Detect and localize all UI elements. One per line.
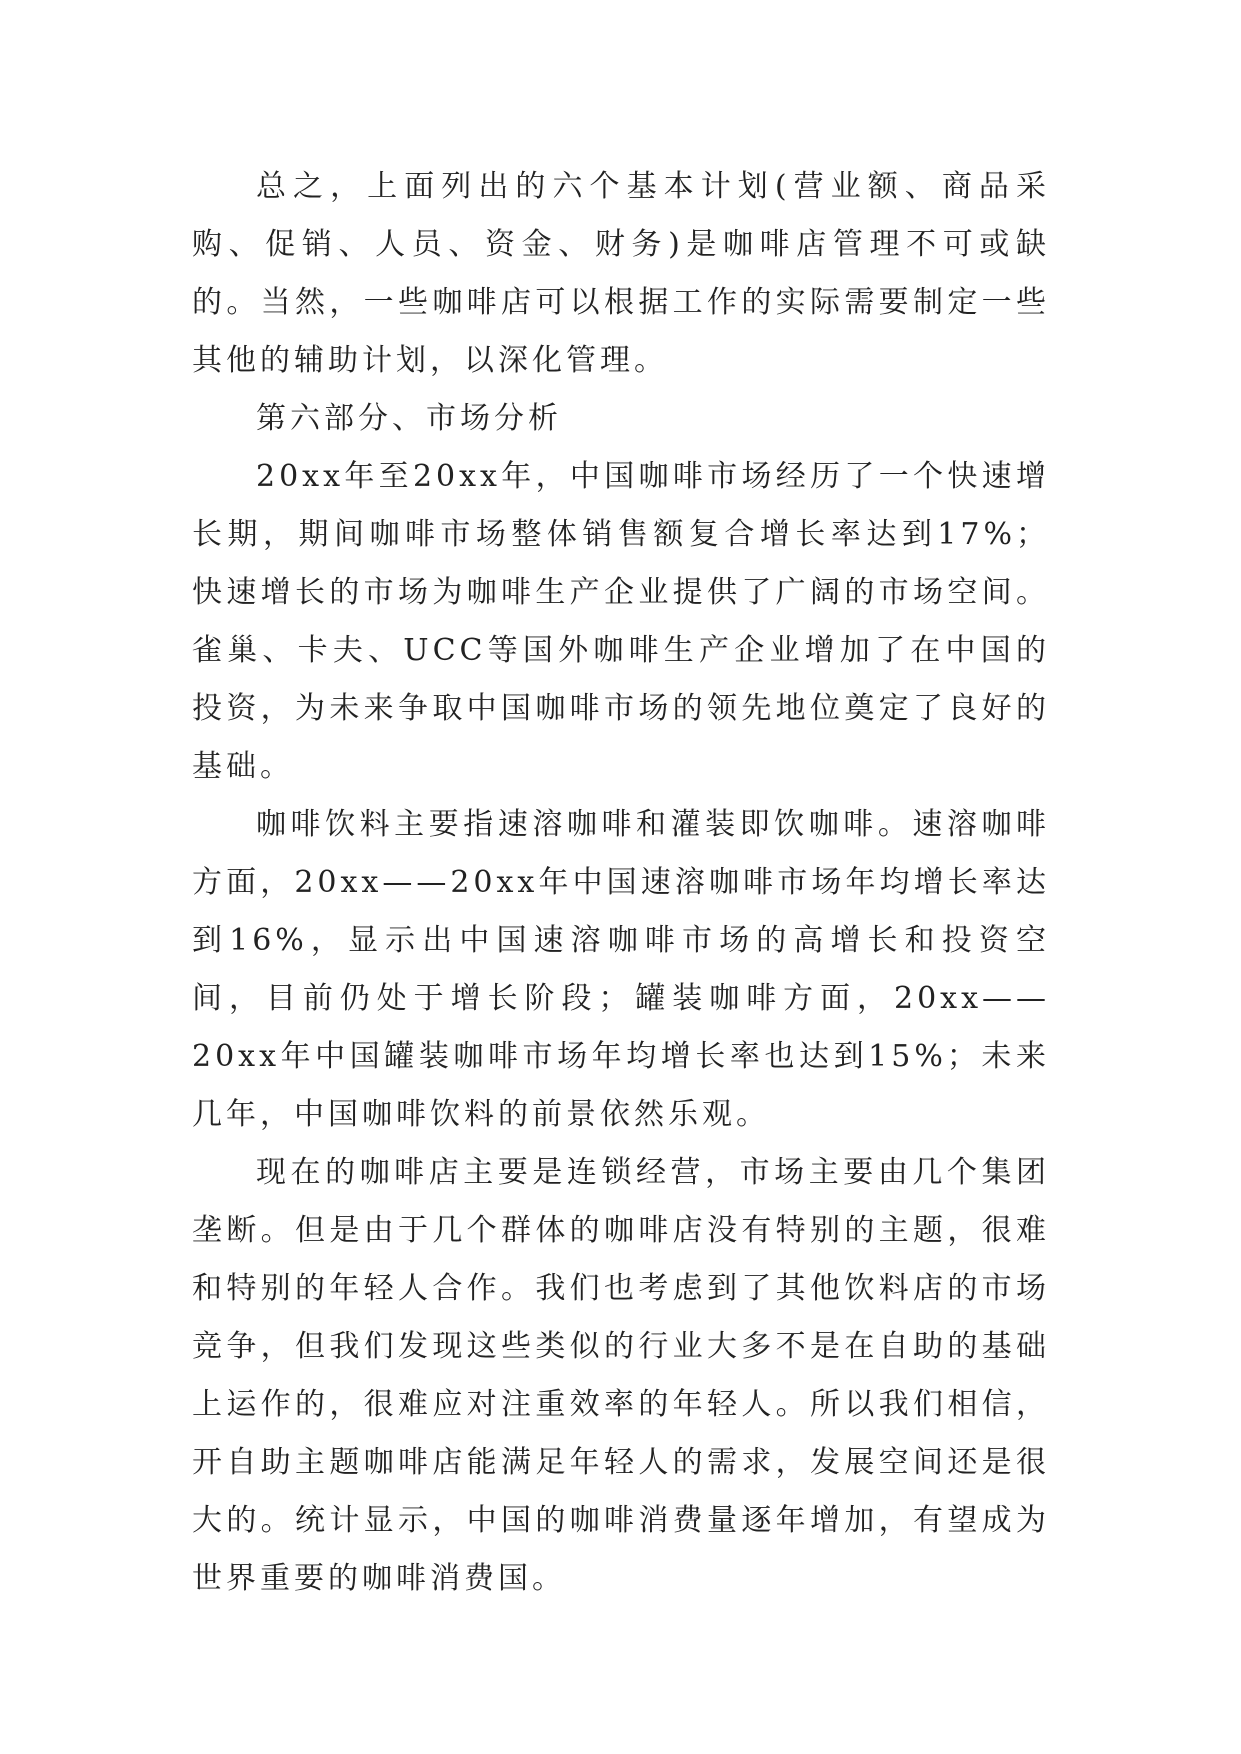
paragraph-market-growth: 20xx年至20xx年，中国咖啡市场经历了一个快速增长期，期间咖啡市场整体销售额复合增长率达到17%；快速增长的市场为咖啡生产企业提供了广阔的市场空间。雀巢、卡夫、UCC等国外咖啡生产企业增加了在中国的投资，为未来争取中国咖啡市场的领先地位奠定了良好的基础。: [192, 459, 1050, 784]
document-body: [192, 158, 1050, 1608]
section-heading-market-analysis: 第六部分、市场分析: [256, 401, 562, 436]
paragraph-competition: 现在的咖啡店主要是连锁经营，市场主要由几个集团垄断。但是由于几个群体的咖啡店没有特别的主题，很难和特别的年轻人合作。我们也考虑到了其他饮料店的市场竞争，但我们发现这些类似的行业大多不是在自助的基础上运作的，很难应对注重效率的年轻人。所以我们相信，开自助主题咖啡店能满足年轻人的需求，发展空间还是很大的。统计显示，中国的咖啡消费量逐年增加，有望成为世界重要的咖啡消费国。: [192, 1155, 1050, 1596]
paragraph-coffee-drinks: 咖啡饮料主要指速溶咖啡和灌装即饮咖啡。速溶咖啡方面，20xx——20xx年中国速溶咖啡市场年均增长率达到16%，显示出中国速溶咖啡市场的高增长和投资空间，目前仍处于增长阶段；罐装咖啡方面，20xx——20xx年中国罐装咖啡市场年均增长率也达到15%；未来几年，中国咖啡饮料的前景依然乐观。: [192, 807, 1050, 1132]
paragraph-plan-summary: 总之，上面列出的六个基本计划(营业额、商品采购、促销、人员、资金、财务)是咖啡店管理不可或缺的。当然，一些咖啡店可以根据工作的实际需要制定一些其他的辅助计划，以深化管理。: [192, 169, 1050, 378]
